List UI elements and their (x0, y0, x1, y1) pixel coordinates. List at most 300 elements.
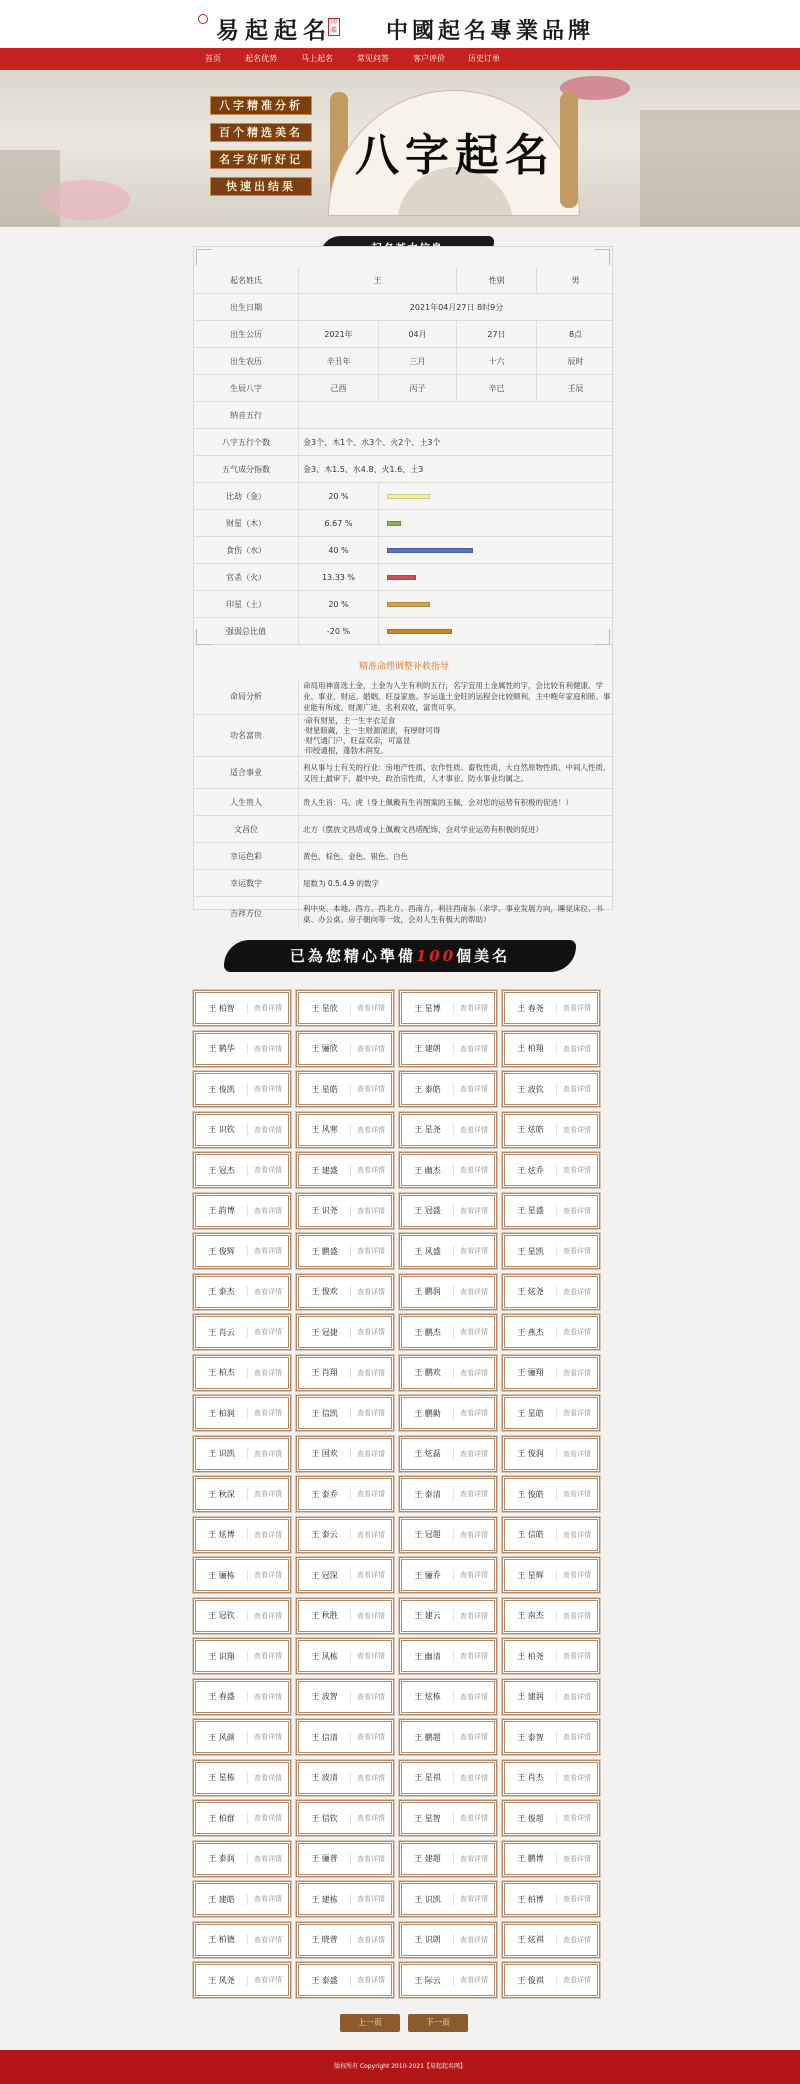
name-surname: 王 (414, 1530, 423, 1539)
view-details-link[interactable]: 查看详情 (254, 1004, 282, 1012)
name-card[interactable] (502, 1314, 600, 1350)
name-surname: 王 (311, 1894, 320, 1904)
name-card[interactable] (502, 1760, 600, 1796)
name-card[interactable] (193, 1031, 291, 1067)
name-surname: 王 (208, 1935, 217, 1944)
prev-page-button[interactable]: 上一页 (340, 2014, 400, 2032)
name-card[interactable] (193, 1841, 291, 1877)
advice-row (194, 715, 614, 757)
name-given: 泰清 (424, 1489, 441, 1499)
row-birth-date (194, 294, 614, 321)
name-card[interactable] (296, 1395, 394, 1431)
name-given: 建盛 (321, 1165, 338, 1175)
view-details-link[interactable]: 查看详情 (254, 1611, 282, 1620)
name-text (505, 1489, 557, 1500)
name-given: 建栋 (321, 1894, 338, 1904)
name-card[interactable] (193, 1517, 291, 1553)
name-card[interactable] (296, 990, 394, 1026)
banner-feature-3: 名字好听好记 (210, 150, 312, 169)
name-card[interactable] (502, 1436, 600, 1472)
nav-advantages[interactable]: 起名优势 (245, 54, 277, 63)
corner-ornament-icon (196, 629, 212, 645)
name-card[interactable] (502, 1517, 600, 1553)
main-nav (0, 48, 800, 70)
name-card[interactable] (296, 1152, 394, 1188)
name-surname: 王 (414, 1732, 423, 1742)
view-details-link[interactable]: 查看详情 (563, 1004, 591, 1012)
name-card[interactable] (502, 1071, 600, 1107)
name-card[interactable] (296, 1071, 394, 1107)
view-details-link[interactable]: 查看详情 (357, 1004, 385, 1012)
name-card[interactable] (193, 1314, 291, 1350)
bar-label: 官杀（火） (194, 564, 299, 590)
view-details-link[interactable]: 查看详情 (357, 1328, 385, 1336)
view-details-link[interactable]: 查看详情 (254, 1085, 282, 1093)
name-card[interactable] (193, 1679, 291, 1715)
name-text (402, 1691, 454, 1702)
name-card[interactable] (399, 1719, 497, 1755)
view-details-link[interactable]: 查看详情 (254, 1854, 282, 1863)
view-details-link[interactable]: 查看详情 (254, 1409, 282, 1417)
name-card[interactable] (193, 1436, 291, 1472)
name-given: 幽清 (424, 1651, 441, 1661)
value-lunar-day: 十六 (457, 348, 537, 374)
name-card[interactable] (502, 1679, 600, 1715)
view-details-link[interactable]: 查看详情 (357, 1125, 385, 1134)
name-card[interactable] (399, 1922, 497, 1958)
view-details-link[interactable]: 查看详情 (357, 1611, 385, 1620)
view-details-link[interactable]: 查看详情 (563, 1773, 591, 1782)
name-card[interactable] (296, 1193, 394, 1229)
view-details-link[interactable]: 查看详情 (460, 1935, 488, 1944)
name-card[interactable] (193, 1233, 291, 1269)
view-details-link[interactable]: 查看详情 (254, 1571, 282, 1579)
view-details-link[interactable]: 查看详情 (460, 1530, 488, 1539)
name-card[interactable] (502, 1355, 600, 1391)
name-card[interactable] (399, 1193, 497, 1229)
name-card[interactable] (193, 1962, 291, 1998)
name-surname: 王 (517, 1368, 526, 1377)
site-footer: 版权所有 Copyright 2010-2021【易起起名网】 (0, 2050, 800, 2084)
name-card[interactable] (193, 1800, 291, 1836)
name-surname: 王 (311, 1813, 320, 1823)
name-given: 星辉 (527, 1570, 544, 1580)
name-given: 柏群 (218, 1813, 235, 1823)
name-card[interactable] (502, 1031, 600, 1067)
name-surname: 王 (414, 1165, 423, 1175)
name-text (196, 1286, 248, 1297)
view-details-link[interactable]: 查看详情 (563, 1733, 591, 1741)
name-card[interactable] (193, 1274, 291, 1310)
view-details-link[interactable]: 查看详情 (357, 1895, 385, 1903)
view-details-link[interactable]: 查看详情 (460, 1206, 488, 1215)
view-details-link[interactable]: 查看详情 (357, 1449, 385, 1458)
name-card[interactable] (193, 1598, 291, 1634)
name-card[interactable] (296, 1760, 394, 1796)
name-card[interactable] (399, 1274, 497, 1310)
name-surname: 王 (517, 1003, 526, 1013)
name-card[interactable] (296, 1436, 394, 1472)
name-card[interactable] (399, 1962, 497, 1998)
name-card[interactable] (296, 1355, 394, 1391)
name-given: 风寒 (321, 1125, 338, 1134)
name-card[interactable] (296, 1841, 394, 1877)
name-text (196, 1205, 248, 1216)
nav-history-orders[interactable]: 历史订单 (468, 54, 500, 63)
name-card[interactable] (399, 1152, 497, 1188)
view-details-link[interactable]: 查看详情 (357, 1206, 385, 1215)
view-details-link[interactable]: 查看详情 (254, 1935, 282, 1944)
view-details-link[interactable]: 查看详情 (563, 1571, 591, 1579)
bar-row (194, 537, 614, 564)
name-card[interactable] (193, 1152, 291, 1188)
name-card[interactable] (399, 1881, 497, 1917)
view-details-link[interactable]: 查看详情 (563, 1935, 591, 1944)
name-surname: 王 (414, 1651, 423, 1661)
view-details-link[interactable]: 查看详情 (460, 1125, 488, 1134)
view-details-link[interactable]: 查看详情 (563, 1206, 591, 1215)
view-details-link[interactable]: 查看详情 (563, 1247, 591, 1255)
name-surname: 王 (414, 1813, 423, 1823)
view-details-link[interactable]: 查看详情 (460, 1328, 488, 1336)
name-card[interactable] (399, 1314, 497, 1350)
view-details-link[interactable]: 查看详情 (357, 1976, 385, 1984)
view-details-link[interactable]: 查看详情 (460, 1247, 488, 1255)
name-card[interactable] (399, 1557, 497, 1593)
name-card[interactable] (502, 1233, 600, 1269)
view-details-link[interactable]: 查看详情 (563, 1490, 591, 1498)
view-details-link[interactable]: 查看详情 (254, 1530, 282, 1539)
name-card[interactable] (502, 1800, 600, 1836)
name-card[interactable] (502, 1112, 600, 1148)
name-card[interactable] (296, 1881, 394, 1917)
view-details-link[interactable]: 查看详情 (460, 1895, 488, 1903)
name-text (505, 1448, 557, 1459)
name-text (196, 1448, 248, 1459)
name-card[interactable] (296, 1233, 394, 1269)
name-given: 冠杰 (218, 1165, 235, 1175)
view-details-link[interactable]: 查看详情 (254, 1773, 282, 1782)
row-surname (194, 267, 614, 294)
view-details-link[interactable]: 查看详情 (460, 1409, 488, 1417)
name-card[interactable] (399, 1841, 497, 1877)
value-solar-day: 27日 (457, 321, 537, 347)
name-given: 俊超 (527, 1813, 544, 1823)
advice-value: 贵人生肖：马、虎（身上佩戴有生肖图案的玉佩，会对您的运势有积极的促进！） (303, 797, 573, 807)
name-card[interactable] (399, 1679, 497, 1715)
view-details-link[interactable]: 查看详情 (563, 1976, 591, 1984)
view-details-link[interactable]: 查看详情 (460, 1571, 488, 1579)
value-solar-hour: 8点 (568, 329, 583, 339)
name-text (299, 1691, 351, 1702)
value-surname: 王 (299, 267, 457, 293)
name-card[interactable] (193, 1881, 291, 1917)
view-details-link[interactable]: 查看详情 (254, 1895, 282, 1903)
name-card[interactable] (399, 1031, 497, 1067)
view-details-link[interactable]: 查看详情 (357, 1085, 385, 1093)
name-given: 泰皓 (424, 1084, 441, 1094)
view-details-link[interactable]: 查看详情 (357, 1368, 385, 1377)
bar-track (379, 510, 614, 536)
advice-row (194, 789, 614, 816)
name-card[interactable] (193, 1638, 291, 1674)
name-card[interactable] (296, 1598, 394, 1634)
name-surname: 王 (208, 1894, 217, 1904)
view-details-link[interactable]: 查看详情 (563, 1895, 591, 1903)
view-details-link[interactable]: 查看详情 (357, 1166, 385, 1174)
view-details-link[interactable]: 查看详情 (357, 1409, 385, 1417)
name-card[interactable] (296, 1719, 394, 1755)
name-given: 识凯 (218, 1449, 235, 1458)
name-card[interactable] (296, 1638, 394, 1674)
name-card[interactable] (399, 1436, 497, 1472)
nav-home[interactable]: 首页 (205, 54, 221, 63)
name-card[interactable] (296, 1557, 394, 1593)
names-section-title (224, 940, 576, 972)
name-card[interactable] (193, 1476, 291, 1512)
name-card[interactable] (296, 1922, 394, 1958)
view-details-link[interactable]: 查看详情 (563, 1652, 591, 1660)
name-card[interactable] (296, 1476, 394, 1512)
name-card[interactable] (399, 1476, 497, 1512)
view-details-link[interactable]: 查看详情 (460, 1044, 488, 1053)
view-details-link[interactable]: 查看详情 (254, 1976, 282, 1984)
name-text (196, 1813, 248, 1824)
view-details-link[interactable]: 查看详情 (254, 1814, 282, 1822)
view-details-link[interactable]: 查看详情 (460, 1733, 488, 1741)
name-card[interactable] (399, 1800, 497, 1836)
name-card[interactable] (193, 1395, 291, 1431)
view-details-link[interactable]: 查看详情 (460, 1004, 488, 1012)
name-surname: 王 (414, 1692, 423, 1701)
name-card[interactable] (502, 1638, 600, 1674)
view-details-link[interactable]: 查看详情 (254, 1449, 282, 1458)
advice-row (194, 843, 614, 870)
name-surname: 王 (517, 1773, 526, 1782)
view-details-link[interactable]: 查看详情 (563, 1085, 591, 1093)
name-card[interactable] (502, 1841, 600, 1877)
view-details-link[interactable]: 查看详情 (563, 1692, 591, 1701)
name-text (402, 1651, 454, 1662)
nav-reviews[interactable]: 客户评价 (413, 54, 445, 63)
name-card[interactable] (296, 1314, 394, 1350)
view-details-link[interactable]: 查看详情 (460, 1692, 488, 1701)
name-text (402, 1084, 454, 1095)
name-card[interactable] (502, 1557, 600, 1593)
name-card[interactable] (502, 1395, 600, 1431)
name-card[interactable] (193, 1557, 291, 1593)
name-card[interactable] (296, 1800, 394, 1836)
view-details-link[interactable]: 查看详情 (254, 1044, 282, 1053)
view-details-link[interactable]: 查看详情 (460, 1368, 488, 1377)
view-details-link[interactable]: 查看详情 (563, 1368, 591, 1377)
name-card[interactable] (399, 1355, 497, 1391)
name-card[interactable] (399, 1112, 497, 1148)
view-details-link[interactable]: 查看详情 (357, 1247, 385, 1255)
view-details-link[interactable]: 查看详情 (254, 1733, 282, 1741)
view-details-link[interactable]: 查看详情 (254, 1206, 282, 1215)
view-details-link[interactable]: 查看详情 (254, 1652, 282, 1660)
view-details-link[interactable]: 查看详情 (563, 1328, 591, 1336)
name-given: 鹏超 (424, 1732, 441, 1742)
nav-faq[interactable]: 常见问答 (357, 54, 389, 63)
name-card[interactable] (193, 1922, 291, 1958)
view-details-link[interactable]: 查看详情 (563, 1125, 591, 1134)
name-card[interactable] (502, 1962, 600, 1998)
name-given: 春盛 (218, 1692, 235, 1701)
advice-row (194, 679, 614, 715)
name-text (505, 1975, 557, 1986)
view-details-link[interactable]: 查看详情 (460, 1814, 488, 1822)
name-card[interactable] (502, 1922, 600, 1958)
view-details-link[interactable]: 查看详情 (460, 1652, 488, 1660)
advice-label: 吉祥方位 (194, 897, 299, 930)
name-given: 冠深 (321, 1570, 338, 1580)
name-card[interactable] (399, 1071, 497, 1107)
name-given: 柏博 (527, 1894, 544, 1904)
view-details-link[interactable]: 查看详情 (460, 1449, 488, 1458)
name-surname: 王 (517, 1894, 526, 1904)
view-details-link[interactable]: 查看详情 (254, 1125, 282, 1134)
view-details-link[interactable]: 查看详情 (357, 1854, 385, 1863)
advice-value: 命局用神喜选土金，土金为人生有利的五行，名字宜用土金属性的字，会比较有利健康、学业、事业、财运、婚姻、旺益家族。岁运逢土金旺的运程会比较顺利，主中晚年家庭和睦、事业能有所成、财源广进，名利双收，富贵可享。 (303, 681, 611, 712)
view-details-link[interactable]: 查看详情 (357, 1530, 385, 1539)
name-text (196, 1529, 248, 1540)
view-details-link[interactable]: 查看详情 (563, 1814, 591, 1822)
name-card[interactable] (193, 1071, 291, 1107)
view-details-link[interactable]: 查看详情 (357, 1692, 385, 1701)
name-card[interactable] (296, 1679, 394, 1715)
name-card[interactable] (502, 1881, 600, 1917)
view-details-link[interactable]: 查看详情 (460, 1611, 488, 1620)
value-lunar-month: 三月 (379, 348, 457, 374)
name-card[interactable] (502, 1476, 600, 1512)
view-details-link[interactable]: 查看详情 (460, 1490, 488, 1498)
view-details-link[interactable]: 查看详情 (563, 1044, 591, 1053)
view-details-link[interactable]: 查看详情 (563, 1611, 591, 1620)
name-card[interactable] (296, 1031, 394, 1067)
name-surname: 王 (208, 1206, 217, 1215)
view-details-link[interactable]: 查看详情 (357, 1773, 385, 1782)
view-details-link[interactable]: 查看详情 (357, 1287, 385, 1296)
name-card[interactable] (502, 1719, 600, 1755)
name-card[interactable] (502, 1274, 600, 1310)
label-bazi: 生辰八字 (194, 375, 299, 401)
name-text (402, 1043, 454, 1054)
bar-value: -20 % (299, 618, 379, 644)
view-details-link[interactable]: 查看详情 (254, 1692, 282, 1701)
advice-row (194, 870, 614, 897)
name-surname: 王 (208, 1449, 217, 1458)
name-card[interactable] (399, 1233, 497, 1269)
row-lunar (194, 348, 614, 375)
view-details-link[interactable]: 查看详情 (460, 1287, 488, 1296)
name-card[interactable] (193, 1355, 291, 1391)
hero-banner (0, 70, 800, 227)
fan-image (328, 90, 580, 216)
view-details-link[interactable]: 查看详情 (357, 1652, 385, 1660)
name-card[interactable] (296, 1274, 394, 1310)
view-details-link[interactable]: 查看详情 (460, 1166, 488, 1174)
view-details-link[interactable]: 查看详情 (460, 1854, 488, 1863)
view-details-link[interactable]: 查看详情 (460, 1085, 488, 1093)
name-card[interactable] (502, 1598, 600, 1634)
label-surname: 起名姓氏 (194, 267, 299, 293)
view-details-link[interactable]: 查看详情 (254, 1368, 282, 1377)
view-details-link[interactable]: 查看详情 (254, 1328, 282, 1336)
name-card[interactable] (399, 1598, 497, 1634)
view-details-link[interactable]: 查看详情 (357, 1814, 385, 1822)
advice-label: 文昌位 (194, 816, 299, 842)
advice-row (194, 757, 614, 789)
view-details-link[interactable]: 查看详情 (563, 1530, 591, 1539)
view-details-link[interactable]: 查看详情 (357, 1733, 385, 1741)
name-card[interactable] (296, 1517, 394, 1553)
name-text (402, 1853, 454, 1864)
view-details-link[interactable]: 查看详情 (357, 1044, 385, 1053)
view-details-link[interactable]: 查看详情 (254, 1166, 282, 1174)
bar-fill (387, 602, 430, 607)
view-details-link[interactable]: 查看详情 (460, 1773, 488, 1782)
name-surname: 王 (208, 1044, 217, 1053)
view-details-link[interactable]: 查看详情 (563, 1854, 591, 1863)
name-card[interactable] (502, 990, 600, 1026)
view-details-link[interactable]: 查看详情 (563, 1449, 591, 1458)
view-details-link[interactable]: 查看详情 (563, 1409, 591, 1417)
name-card[interactable] (399, 1517, 497, 1553)
name-card[interactable] (193, 1760, 291, 1796)
view-details-link[interactable]: 查看详情 (254, 1247, 282, 1255)
name-card[interactable] (296, 1962, 394, 1998)
name-card[interactable] (296, 1112, 394, 1148)
name-given: 幽杰 (424, 1165, 441, 1175)
view-details-link[interactable]: 查看详情 (254, 1287, 282, 1296)
bar-fill (387, 575, 416, 580)
next-page-button[interactable]: 下一页 (408, 2014, 468, 2032)
view-details-link[interactable]: 查看详情 (357, 1490, 385, 1498)
name-card[interactable] (502, 1152, 600, 1188)
view-details-link[interactable]: 查看详情 (563, 1166, 591, 1174)
name-card[interactable] (193, 1112, 291, 1148)
name-card[interactable] (399, 1760, 497, 1796)
name-given: 波清 (321, 1773, 338, 1782)
name-card[interactable] (399, 990, 497, 1026)
view-details-link[interactable]: 查看详情 (563, 1287, 591, 1296)
name-card[interactable] (399, 1395, 497, 1431)
view-details-link[interactable]: 查看详情 (254, 1490, 282, 1498)
view-details-link[interactable]: 查看详情 (357, 1571, 385, 1579)
advice-label: 适合事业 (194, 757, 299, 788)
name-text (196, 1367, 248, 1378)
name-text (505, 1691, 557, 1702)
name-given: 炫博 (218, 1530, 235, 1539)
nav-start-naming[interactable]: 马上起名 (301, 54, 333, 63)
view-details-link[interactable]: 查看详情 (460, 1976, 488, 1984)
name-card[interactable] (399, 1638, 497, 1674)
name-card[interactable] (193, 990, 291, 1026)
name-card[interactable] (193, 1193, 291, 1229)
name-surname: 王 (414, 1773, 423, 1782)
site-logo[interactable]: 易起起名 (216, 17, 332, 44)
name-given: 星祺 (424, 1773, 441, 1782)
name-surname: 王 (414, 1084, 423, 1094)
name-card[interactable] (193, 1719, 291, 1755)
view-details-link[interactable]: 查看详情 (357, 1935, 385, 1944)
name-given: 俊润 (527, 1449, 544, 1458)
name-surname: 王 (517, 1975, 526, 1985)
bar-fill (387, 494, 430, 499)
name-card[interactable] (502, 1193, 600, 1229)
